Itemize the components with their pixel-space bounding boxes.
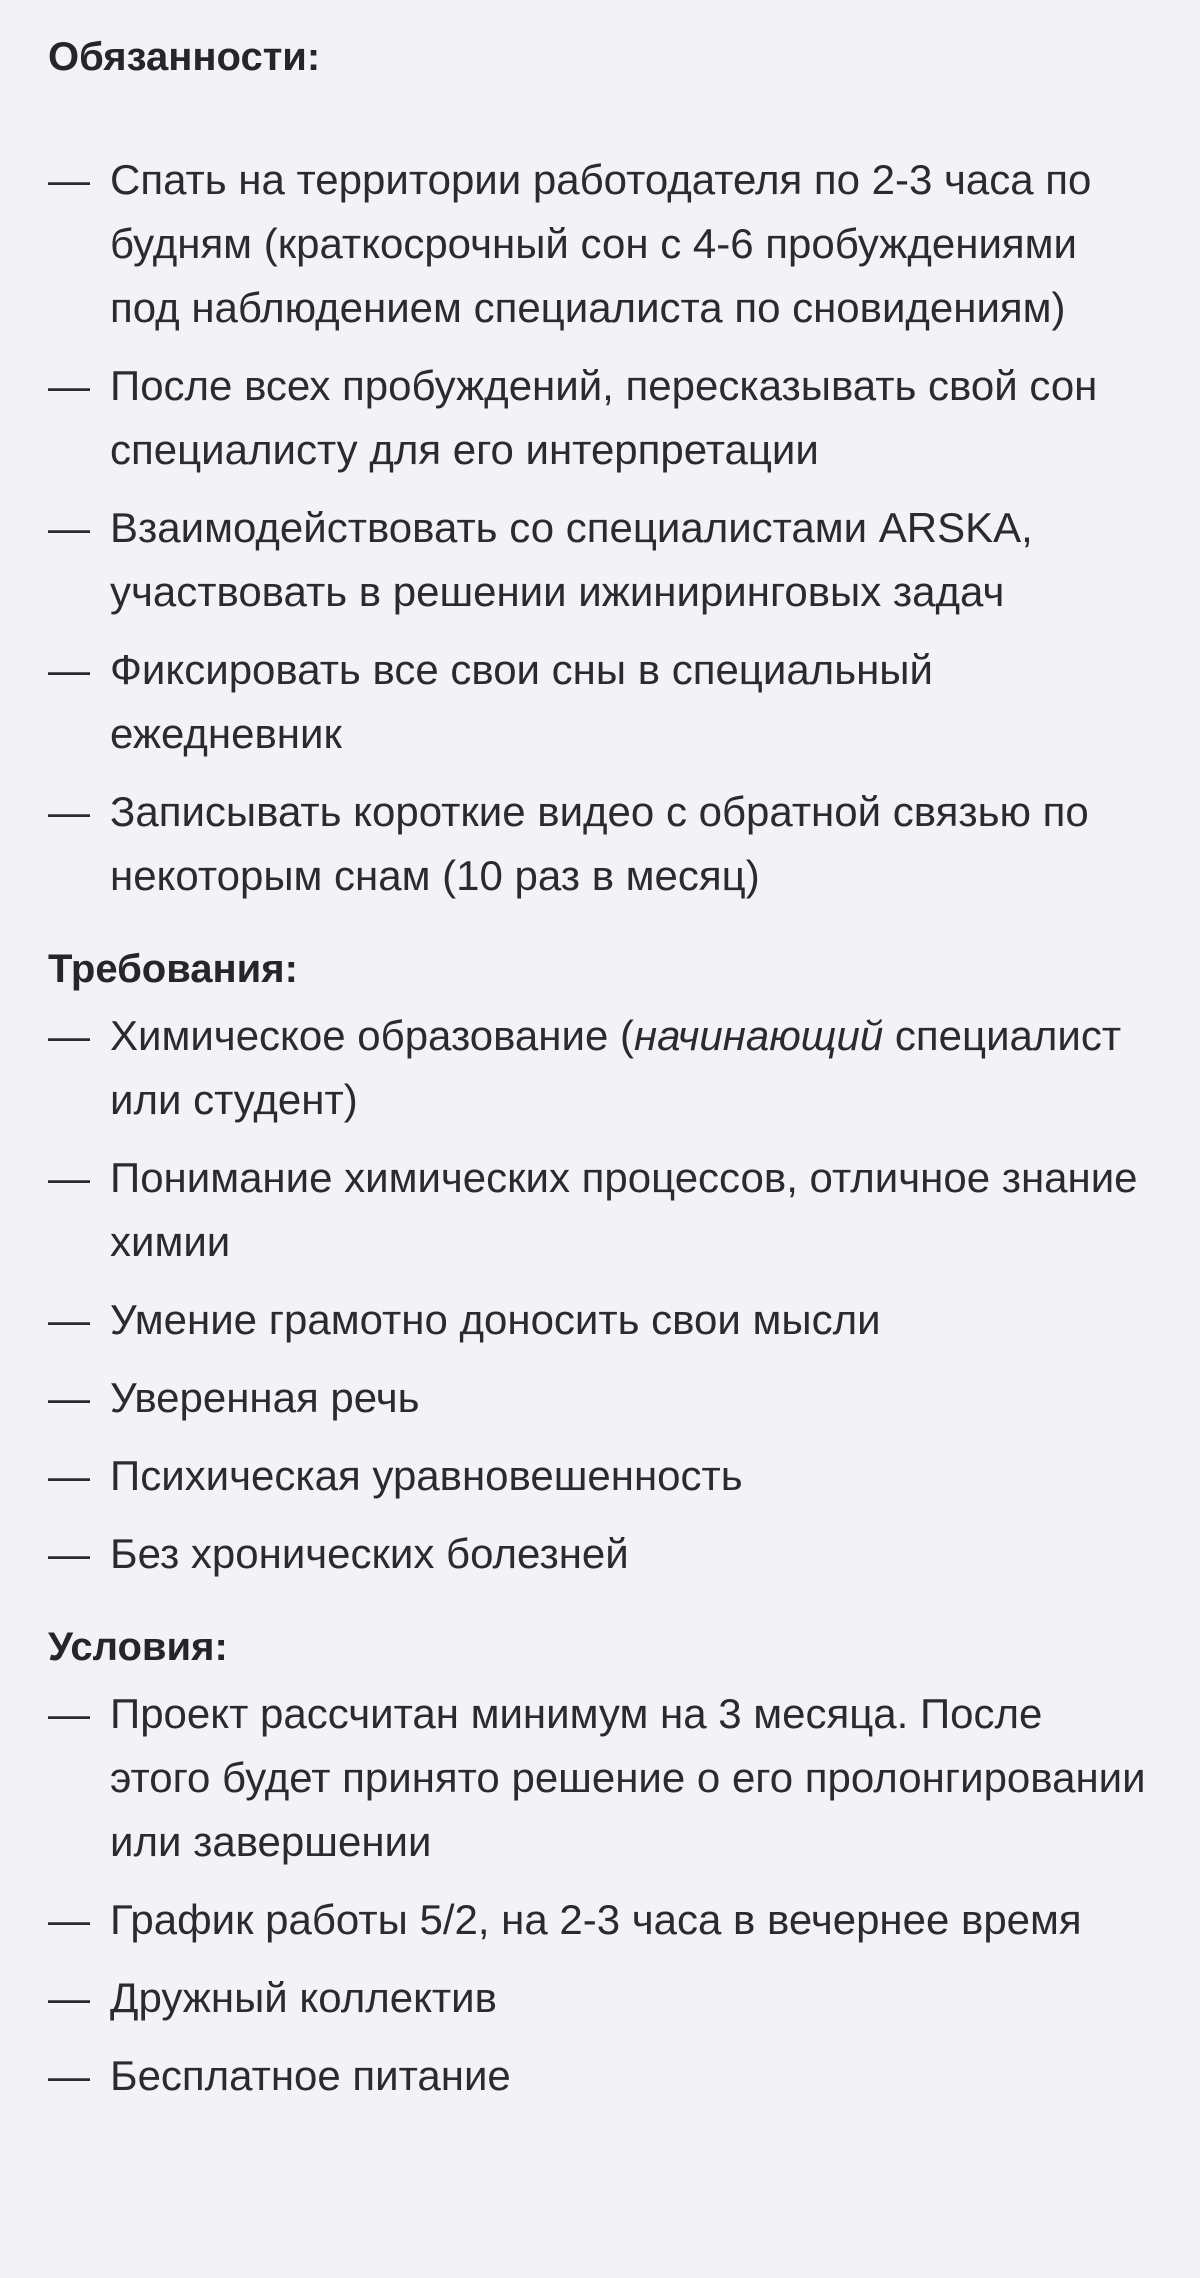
bullet-dash: — bbox=[48, 1452, 90, 1499]
duties-heading: Обязанности: bbox=[48, 35, 321, 79]
list-item-text: Бесплатное питание bbox=[110, 2052, 511, 2099]
bullet-dash: — bbox=[48, 1374, 90, 1421]
bullet-dash: — bbox=[48, 646, 90, 693]
bullet-dash: — bbox=[48, 1690, 90, 1737]
bullet-dash: — bbox=[48, 1012, 90, 1059]
list-item bbox=[48, 1288, 1152, 1352]
list-item-text: Умение грамотно доносить свои мысли bbox=[110, 1296, 881, 1343]
list-item bbox=[48, 1888, 1152, 1952]
list-item bbox=[48, 1522, 1152, 1586]
list-item bbox=[48, 1444, 1152, 1508]
list-item-text: Фиксировать все свои сны в специальный ежедневник bbox=[110, 646, 933, 757]
list-item-text bbox=[110, 1012, 1121, 1123]
list-item bbox=[48, 148, 1152, 340]
text-segment: Химическое образование ( bbox=[110, 1012, 634, 1059]
requirements-list bbox=[48, 1004, 1152, 1586]
duties-section bbox=[48, 32, 1152, 908]
list-item-text: Дружный коллектив bbox=[110, 1974, 497, 2021]
text-segment: специалист или студент) bbox=[110, 1012, 1122, 1123]
bullet-dash: — bbox=[48, 1974, 90, 2021]
list-item bbox=[48, 638, 1152, 766]
bullet-dash: — bbox=[48, 1896, 90, 1943]
bullet-dash: — bbox=[48, 2052, 90, 2099]
list-item bbox=[48, 1366, 1152, 1430]
bullet-dash: — bbox=[48, 362, 90, 409]
list-item-text: График работы 5/2, на 2-3 часа в вечернее время bbox=[110, 1896, 1082, 1943]
list-item-text: Проект рассчитан минимум на 3 месяца. После этого будет принято решение о его пролонгировании или завершении bbox=[110, 1690, 1146, 1865]
bullet-dash: — bbox=[48, 156, 90, 203]
list-item bbox=[48, 1146, 1152, 1274]
list-item-text: Понимание химических процессов, отличное знание химии bbox=[110, 1154, 1138, 1265]
conditions-section bbox=[48, 1622, 1152, 2108]
list-item bbox=[48, 780, 1152, 908]
list-item bbox=[48, 354, 1152, 482]
bullet-dash: — bbox=[48, 1530, 90, 1577]
list-item-text: Уверенная речь bbox=[110, 1374, 420, 1421]
italic-text: начинающий bbox=[633, 1012, 884, 1059]
bullet-dash: — bbox=[48, 504, 90, 551]
list-item bbox=[48, 1682, 1152, 1874]
list-item bbox=[48, 1966, 1152, 2030]
bullet-dash: — bbox=[48, 788, 90, 835]
requirements-heading: Требования: bbox=[48, 947, 298, 991]
list-item bbox=[48, 496, 1152, 624]
list-item-text: Психическая уравновешенность bbox=[110, 1452, 743, 1499]
duties-list bbox=[48, 148, 1152, 908]
bullet-dash: — bbox=[48, 1296, 90, 1343]
list-item-text: Спать на территории работодателя по 2-3 часа по будням (краткосрочный сон с 4-6 пробуждениями под наблюдением специалиста по сновидениям) bbox=[110, 156, 1092, 331]
list-item bbox=[48, 1004, 1152, 1132]
list-item-text: Взаимодействовать со специалистами ARSKA, участвовать в решении ижиниринговых задач bbox=[110, 504, 1033, 615]
list-item-text: Без хронических болезней bbox=[110, 1530, 629, 1577]
conditions-list bbox=[48, 1682, 1152, 2108]
conditions-heading: Условия: bbox=[48, 1625, 228, 1669]
list-item-text: Записывать короткие видео с обратной связью по некоторым снам (10 раз в месяц) bbox=[110, 788, 1089, 899]
bullet-dash: — bbox=[48, 1154, 90, 1201]
list-item-text: После всех пробуждений, пересказывать свой сон специалисту для его интерпретации bbox=[110, 362, 1098, 473]
list-item bbox=[48, 2044, 1152, 2108]
requirements-section bbox=[48, 944, 1152, 1586]
